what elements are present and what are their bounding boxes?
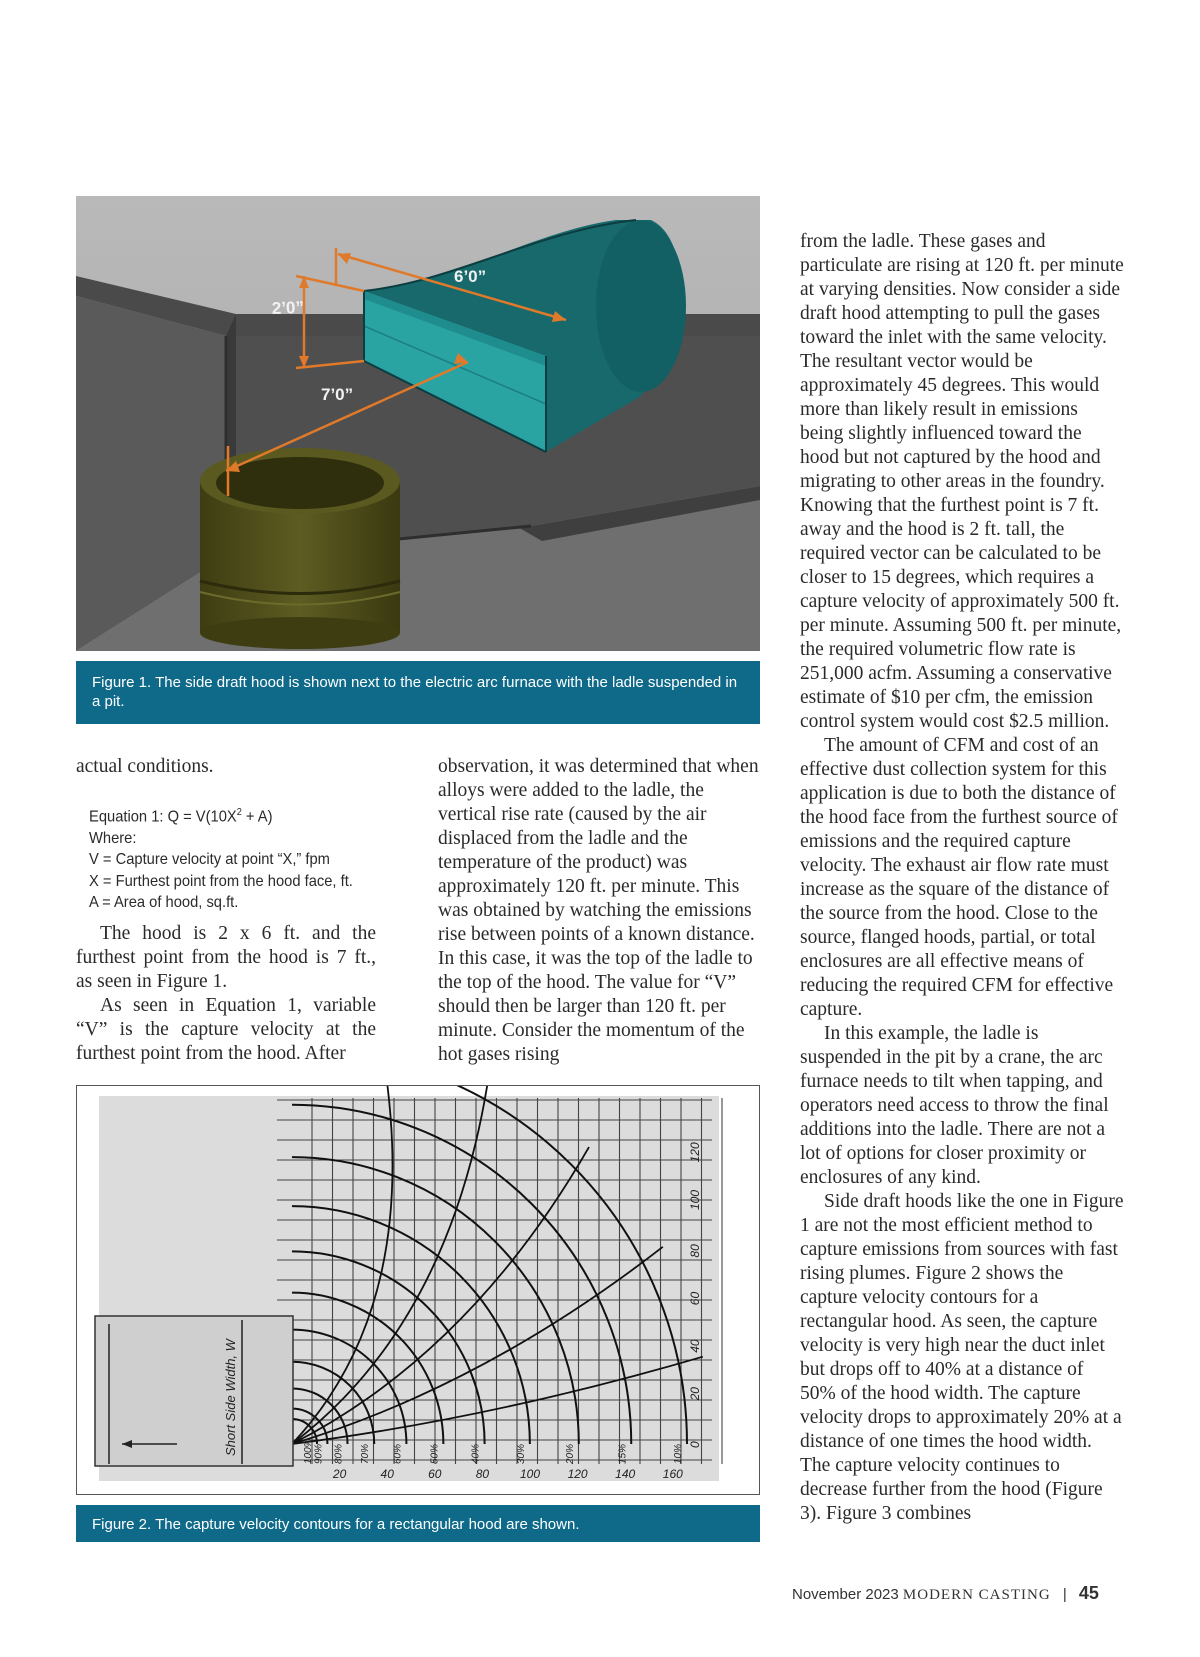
footer-magazine: MODERN CASTING — [902, 1587, 1051, 1603]
paragraph: As seen in Equation 1, variable “V” is the capture velocity at the furthest point from the hood. After — [76, 995, 376, 1064]
equation-a-def: A = Area of hood, sq.ft. — [89, 894, 239, 912]
x-tick-label: 160 — [662, 1467, 683, 1481]
y-tick-label: 100 — [688, 1189, 702, 1210]
paragraph: The amount of CFM and cost of an effective dust collection system for this application is due to both the distance of the hood face from the furthest source of emissions and the required capture velocity. The exhaust air flow rate must increase as the square of the distance of the source from the hood. Close to the source, flanged hoods, partial, or total enclosures are all effective means of reducing the required CFM for effective capture. — [800, 735, 1118, 1020]
column-2-body — [438, 755, 760, 1067]
paragraph: observation, it was determined that when alloys were added to the ladle, the vertical rise rate (caused by the air displaced from the ladle and the temperature of the product) was approximately 120 ft. per minute. This was obtained by watching the emissions rise between points of a known distance. In this case, it was the top of the ladle to the top of the hood. The value for “V” should then be larger than 120 ft. per minute. Consider the momentum of the hot gases rising — [438, 756, 759, 1065]
x-tick-label: 140 — [615, 1467, 636, 1481]
y-tick-label: 120 — [688, 1142, 702, 1163]
x-tick-label: 80 — [475, 1467, 490, 1481]
paragraph: Side draft hoods like the one in Figure 1 are not the most efficient method to capture emissions from sources with fast rising plumes. Figure 2 shows the capture velocity contours for a rectangular hood. As seen, the capture velocity is very high near the duct inlet but drops off to 40% at a distance of 50% of the hood width. The capture velocity drops to approximately 20% at a distance of one times the hood width. The capture velocity continues to decrease further from the hood (Figure 3). Figure 3 combines — [800, 1191, 1124, 1524]
contour-label: 90% — [313, 1443, 325, 1464]
page-number: 45 — [1078, 1583, 1099, 1603]
contour-label: 50% — [429, 1443, 441, 1464]
y-tick-label: 40 — [688, 1339, 702, 1353]
paragraph: The hood is 2 x 6 ft. and the furthest point from the hood is 7 ft., as seen in Figure 1. — [76, 923, 376, 992]
y-tick-label: 0 — [688, 1441, 702, 1448]
equation-where: Where: — [89, 829, 137, 847]
x-tick-label: 100 — [519, 1467, 541, 1481]
lead-text: actual conditions. — [76, 756, 214, 777]
contour-label: 70% — [360, 1443, 372, 1464]
contour-label: 80% — [333, 1443, 345, 1464]
y-tick-label: 20 — [688, 1387, 702, 1401]
dim-distance-label: 7’0” — [321, 385, 354, 404]
equation-v-def: V = Capture velocity at point “X,” fpm — [89, 851, 330, 869]
x-tick-label: 60 — [428, 1467, 442, 1481]
contour-label: 100% — [303, 1438, 314, 1464]
footer-separator: | — [1062, 1586, 1067, 1603]
inset-label: Short Side Width, W — [223, 1339, 238, 1456]
equation-line: Equation 1: $Q = V(10X^2 + A)$ — [89, 807, 273, 826]
column-3-body — [800, 230, 1124, 1526]
dim-width-label: 6’0” — [454, 267, 487, 286]
contour-label: 30% — [515, 1443, 527, 1464]
paragraph: In this example, the ladle is suspended in the pit by a crane, the arc furnace needs to tilt when tapping, and operators need access to throw the final additions into the ladle. There are not a lot of options for closer proximity or enclosures of any kind. — [800, 1023, 1109, 1188]
dim-height-label: 2’0” — [271, 297, 305, 318]
equation-exponent: 2 — [236, 807, 242, 818]
y-tick-label: 80 — [688, 1244, 702, 1258]
equation-1 — [89, 802, 383, 914]
paragraph: from the ladle. These gases and particulate are rising at 120 ft. per minute at varying densities. Now consider a side draft hood attempting to pull the gases toward the inlet with the same velocity. The resultant vector would be approximately 45 degrees. This would more than likely result in emissions being slightly influenced toward the hood but not captured by the hood and migrating to other areas in the foundry. Knowing that the furthest point is 7 ft. away and the hood is 2 ft. tall, the required vector can be calculated to be closer to 15 degrees, which requires a capture velocity of approximately 500 ft. per minute. Assuming 500 ft. per minute, the required volumetric flow rate is 251,000 acfm. Assuming a conservative estimate of $10 per cfm, the emission control system would cost $2.5 million. — [800, 231, 1124, 732]
contour-label: 10% — [673, 1443, 684, 1464]
page-footer — [792, 1583, 1099, 1604]
figure-1-render — [76, 196, 760, 651]
figure-2-caption: Figure 2. The capture velocity contours for a rectangular hood are shown. — [76, 1505, 760, 1542]
figure-1 — [76, 196, 760, 651]
column-1-lead — [76, 755, 391, 779]
figure-2 — [76, 1085, 760, 1495]
contour-label: 20% — [564, 1443, 576, 1464]
y-tick-label: 60 — [688, 1291, 702, 1306]
x-tick-label: 120 — [567, 1467, 588, 1481]
contour-label: 40% — [470, 1443, 482, 1464]
figure-1-caption: Figure 1. The side draft hood is shown next to the electric arc furnace with the ladle suspended in a pit. — [76, 661, 760, 724]
equation-x-def: X = Furthest point from the hood face, ft. — [89, 872, 353, 890]
footer-issue: November 2023 — [792, 1586, 899, 1603]
x-tick-label: 20 — [332, 1467, 347, 1481]
contour-label: 60% — [392, 1443, 404, 1464]
x-tick-label: 40 — [380, 1467, 394, 1481]
contour-label: 15% — [617, 1443, 629, 1464]
column-1-body — [76, 922, 376, 1066]
capture-velocity-chart — [77, 1086, 759, 1494]
